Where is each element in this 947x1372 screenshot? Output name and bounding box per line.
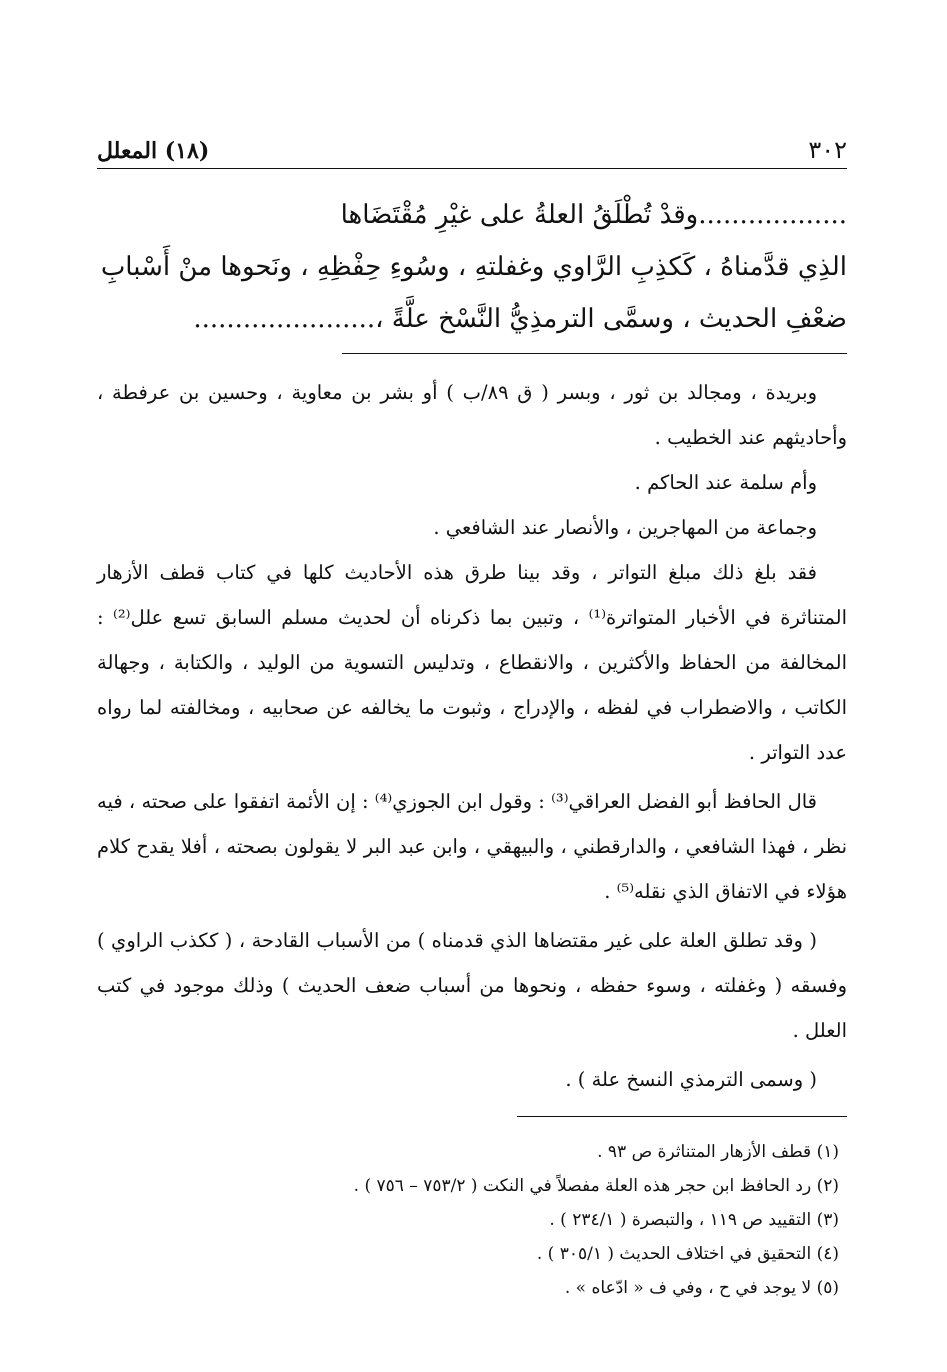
commentary-paragraph: قال الحافظ أبو الفضل العراقي⁽³⁾ : وقول ابن الجوزي⁽⁴⁾ : إن الأئمة اتفقوا على صحته ، فيه نظر ، فهذا الشافعي ، والدارقطني ، والبيهقي ، وابن عبد البر لا يقولون بصحته ، أفلا يقدح كلام هؤلاء في الاتفاق الذي نقله⁽⁵⁾ . [97, 790, 847, 903]
commentary-text [97, 370, 847, 1102]
matn-divider [342, 353, 847, 354]
matn-line: ..................وقدْ تُطْلَقُ العلةُ على غيْرِ مُقْتَضَاها [340, 200, 847, 230]
footnote-item: (٣) التقييد ص ١١٩ ، والتبصرة ( ٢٣٤/١ ) . [549, 1210, 839, 1230]
book-page [97, 130, 847, 1305]
page-header [97, 130, 847, 164]
footnote-item: (٥) لا يوجد في ح ، وفي ف « ادّعاه » . [564, 1278, 839, 1298]
footnote-divider [517, 1116, 847, 1117]
page-number: ٣٠٢ [808, 136, 847, 164]
header-divider [97, 168, 847, 169]
commentary-paragraph: ( وقد تطلق العلة على غير مقتضاها الذي قدمناه ) من الأسباب القادحة ، ( ككذب الراوي ) وفسقه ( وغفلته ، وسوء حفظه ، ونحوها من أسباب ضعف الحديث ) وذلك موجود في كتب العلل . [97, 929, 847, 1042]
commentary-paragraph: وجماعة من المهاجرين ، والأنصار عند الشافعي . [433, 516, 817, 539]
matn-line: ضعْفِ الحديث ، وسمَّى الترمذِيُّ النَّسْخ علَّةً ،...................... [193, 304, 847, 334]
footnotes [97, 1135, 847, 1305]
footnote-item: (١) قطف الأزهار المتناثرة ص ٩٣ . [597, 1142, 839, 1162]
commentary-paragraph: وأم سلمة عند الحاكم . [634, 471, 817, 494]
commentary-paragraph: وبريدة ، ومجالد بن ثور ، وبسر ( ق ٨٩/ب ) أو بشر بن معاوية ، وحسين بن عرفطة ، وأحاديثهم عند الخطيب . [97, 381, 847, 449]
footnote-item: (٤) التحقيق في اختلاف الحديث ( ٣٠٥/١ ) . [536, 1244, 839, 1264]
matn-line: الذِي قدَّمناهُ ، كَكذِبِ الرَّاوي وغفلتهِ ، وسُوءِ حِفْظِهِ ، ونَحوها منْ أَسْبابِ [100, 252, 847, 282]
footnote-item: (٢) رد الحافظ ابن حجر هذه العلة مفصلاً في النكت ( ٧٥٣/٢ – ٧٥٦ ) . [353, 1176, 839, 1196]
matn-text [97, 189, 847, 345]
commentary-paragraph: ( وسمى الترمذي النسخ علة ) . [565, 1068, 817, 1091]
chapter-title: (١٨) المعلل [97, 138, 210, 164]
commentary-paragraph: فقد بلغ ذلك مبلغ التواتر ، وقد بينا طرق هذه الأحاديث كلها في كتاب قطف الأزهار المتناثرة في الأخبار المتواترة⁽¹⁾ ، وتبين بما ذكرناه أن لحديث مسلم السابق تسع علل⁽²⁾ : المخالفة من الحفاظ والأكثرين ، والانقطاع ، وتدليس التسوية من الوليد ، والكتابة ، وجهالة الكاتب ، والاضطراب في لفظه ، والإدراج ، وثبوت ما يخالفه عن صحابيه ، ومخالفته لما رواه عدد التواتر . [97, 561, 847, 764]
